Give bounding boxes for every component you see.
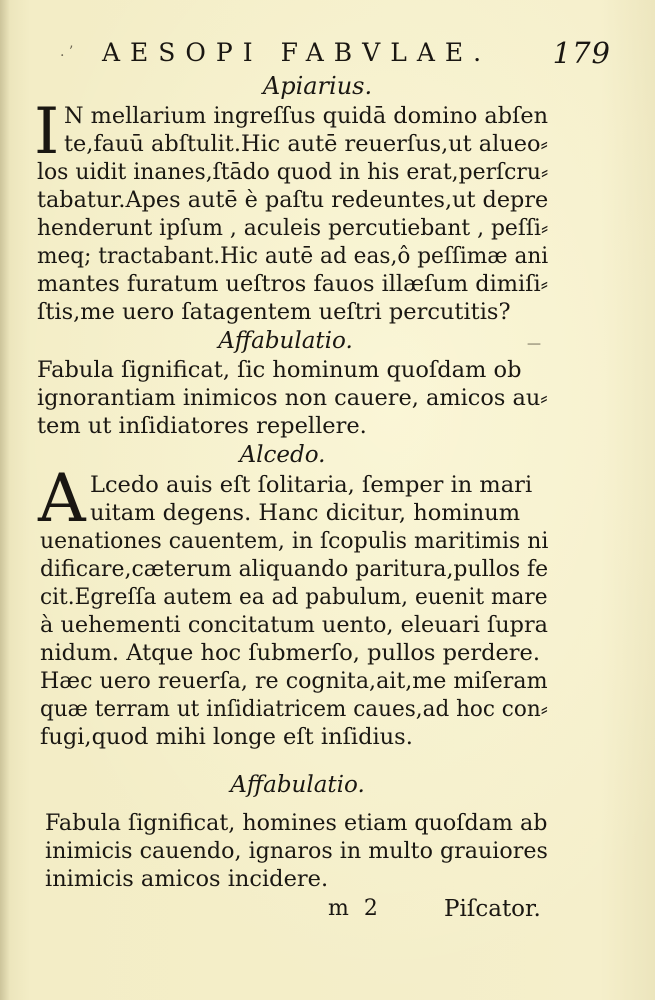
fable-title: Apiarius.: [262, 72, 373, 100]
catchword: Piſcator.: [444, 896, 541, 922]
text-line: henderunt ipſum , aculeis percutiebant , peſſi⸗: [37, 215, 549, 241]
page-number: 179: [552, 36, 611, 70]
moral-line: tem ut inſidiatores repellere.: [37, 413, 367, 439]
moral-line: inimicis cauendo, ignaros in multo grauiores: [45, 838, 548, 864]
text-line: los uidit inanes,ſtādo quod in his erat,perſcru⸗: [37, 159, 549, 185]
drop-cap-initial: I: [34, 95, 60, 169]
margin-mark: —: [527, 336, 541, 352]
text-line: à uehementi concitatum uento, eleuari ſupra: [40, 612, 548, 638]
text-line: dificare,cæterum aliquando paritura,pullos fe: [40, 556, 549, 582]
moral-heading: Affabulatio.: [230, 772, 365, 798]
text-line: fugi,quod mihi longe eſt inſidius.: [40, 724, 413, 750]
text-line: uenationes cauentem, in ſcopulis maritimis ni: [40, 528, 549, 554]
text-line: N mellarium ingreſſus quidā domino abſen: [64, 103, 549, 129]
page-header: [60, 36, 611, 74]
text-line: quæ terram ut inſidiatricem caues,ad hoc con⸗: [40, 696, 548, 722]
moral-line: Fabula ſignificat, homines etiam quoſdam ab: [45, 810, 548, 836]
moral-line: inimicis amicos incidere.: [45, 866, 329, 892]
fable-title: Alcedo.: [239, 442, 326, 468]
text-line: ſtis,me uero ſatagentem ueſtri percutitis?: [37, 299, 511, 325]
text-line: te,fauū abſtulit.Hic autē reuerſus,ut alueo⸗: [64, 131, 548, 157]
moral-line: ignorantiam inimicos non cauere, amicos au⸗: [37, 385, 548, 411]
text-line: meq; tractabant.Hic autē ad eas,ô peſſimæ ani: [37, 243, 549, 269]
text-line: cit.Egreſſa autem ea ad pabulum, euenit mare: [40, 584, 548, 610]
drop-cap-initial: A: [38, 460, 86, 537]
text-line: tabatur.Apes autē è paſtu redeuntes,ut depre: [37, 187, 549, 213]
moral-heading: Affabulatio.: [218, 328, 353, 354]
text-line: mantes furatum ueſtros fauos illæſum dimiſi⸗: [37, 271, 549, 297]
text-line: Lcedo auis eſt ſolitaria, ſemper in mari: [90, 472, 533, 498]
running-title: AESOPI FABVLAE.: [102, 38, 492, 67]
text-line: nidum. Atque hoc ſubmerſo, pullos perdere.: [40, 640, 541, 666]
gutter-shadow: [0, 0, 10, 1000]
header-ornament-mark: . ’: [60, 44, 74, 60]
moral-line: Fabula ſignificat, ſic hominum quoſdam ob: [37, 357, 522, 383]
text-line: Hæc uero reuerſa, re cognita,ait,me miſeram: [40, 668, 548, 694]
signature-mark: m 2: [328, 896, 382, 921]
text-line: uitam degens. Hanc dicitur, hominum: [90, 500, 521, 526]
